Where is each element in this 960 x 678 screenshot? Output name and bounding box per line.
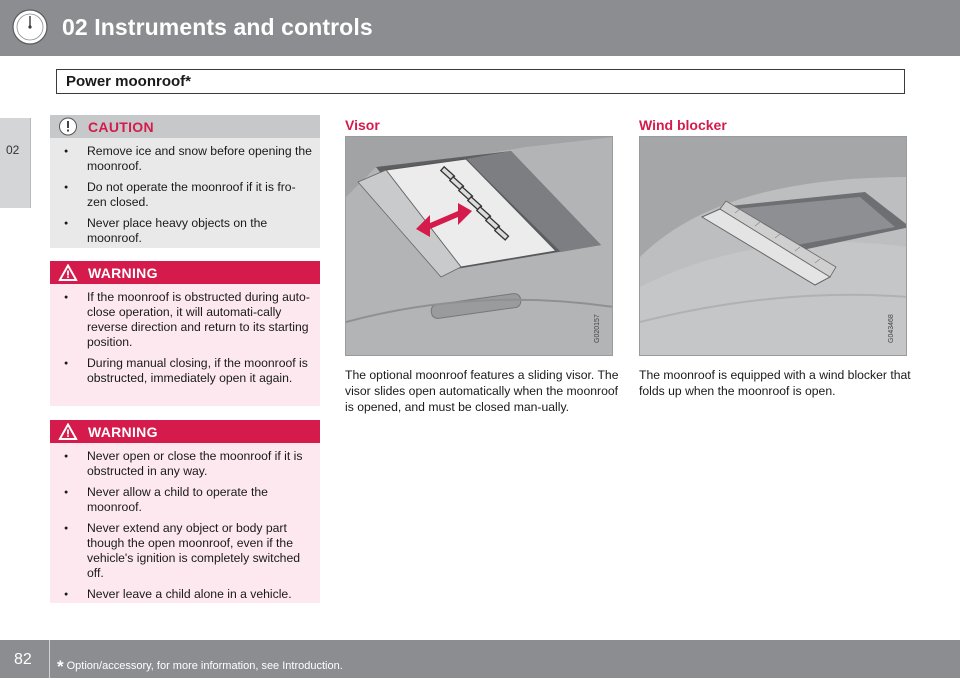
page-footer — [0, 640, 960, 678]
footnote-text: Option/accessory, for more information, see Introduction. — [66, 660, 343, 672]
speedometer-icon — [11, 8, 49, 46]
visor-image — [346, 137, 613, 356]
list-item: ● Never allow a child to operate the moonroof. — [50, 485, 320, 515]
chapter-header — [0, 0, 960, 56]
wind-blocker-heading: Wind blocker — [639, 117, 727, 133]
figure-code: G043468 — [888, 314, 895, 343]
warning-header — [50, 261, 320, 284]
warning-list — [50, 449, 320, 608]
caution-title: CAUTION — [88, 119, 154, 135]
section-title: Power moonroof* — [66, 73, 192, 90]
section-bar — [56, 69, 905, 94]
footnote — [57, 654, 343, 674]
chapter-title: 02 Instruments and controls — [62, 14, 373, 40]
caution-header — [50, 115, 320, 138]
warning-list — [50, 290, 320, 392]
chapter-side-tab — [0, 118, 31, 208]
warning-triangle-icon — [58, 263, 78, 282]
warning-box-1 — [50, 261, 320, 406]
visor-illustration — [345, 136, 613, 356]
warning-box-2 — [50, 420, 320, 603]
visor-body-text: The optional moonroof features a sliding visor. The visor slides open automatically when the moonroof is opened, and must be closed man-ually. — [345, 368, 619, 414]
list-item: ● During manual closing, if the moonroof is obstructed, immediately open it again. — [50, 356, 320, 386]
wind-blocker-body-text: The moonroof is equipped with a wind blocker that folds up when the moonroof is open. — [639, 368, 911, 398]
list-item: ● If the moonroof is obstructed during auto-close operation, it will automati-cally reverse direction and return to its starting position. — [50, 290, 320, 350]
list-item: ● Never open or close the moonroof if it is obstructed in any way. — [50, 449, 320, 479]
figure-code: G020157 — [594, 314, 601, 343]
list-item: ● Never leave a child alone in a vehicle. — [50, 587, 320, 602]
list-item: ● Never extend any object or body part though the open moonroof, even if the vehicle's ignition is completely switched off. — [50, 521, 320, 581]
warning-triangle-icon — [58, 422, 78, 441]
page-number: 82 — [14, 651, 32, 668]
caution-list — [50, 144, 320, 252]
list-item: ● Never place heavy objects on the moonroof. — [50, 216, 320, 246]
warning-title: WARNING — [88, 265, 158, 281]
wind-blocker-image — [640, 137, 907, 356]
warning-title: WARNING — [88, 424, 158, 440]
list-item: ● Remove ice and snow before opening the moonroof. — [50, 144, 320, 174]
chapter-number: 02 — [6, 143, 20, 157]
wind-blocker-illustration — [639, 136, 907, 356]
caution-box — [50, 115, 320, 248]
footnote-star: * — [57, 657, 64, 676]
visor-heading: Visor — [345, 117, 380, 133]
list-item: ● Do not operate the moonroof if it is fro-zen closed. — [50, 180, 320, 210]
footer-divider — [49, 640, 50, 678]
exclamation-icon — [58, 117, 78, 136]
warning-header — [50, 420, 320, 443]
